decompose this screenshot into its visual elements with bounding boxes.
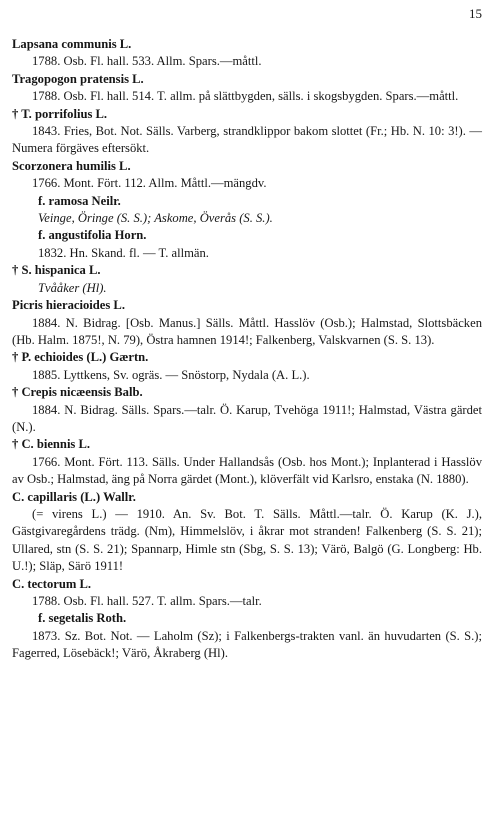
page-number: 15 [469,6,482,21]
form-text: Veinge, Öringe (S. S.); Askome, Överås (S. S.). [38,211,273,226]
form-heading: f. angustifolia Horn. [38,228,147,243]
species-text: 1884. N. Bidrag. Sälls. Spars.—talr. Ö. Karup, Tvehöga 1911!; Halmstad, Västra gärdet (N.). [12,402,482,434]
species-heading: Picris hieracioides L. [12,298,125,313]
species-text: 1788. Osb. Fl. hall. 533. Allm. Spars.—måttl. [32,54,262,69]
form-heading: f. ramosa Neilr. [38,193,121,208]
species-heading: † T. porrifolius L. [12,106,108,121]
species-heading: Tragopogon pratensis L. [12,71,144,86]
species-text: (= virens L.) — 1910. An. Sv. Bot. T. Sälls. Måttl.—talr. Ö. Karup (K. J.), Gästgivaregårdens trädg. (Nm), Himmelslöv, i åkrar mot stranden! Falkenberg (S. S. 21); Ullared, stn (S. S. 21); Spannarp, Himle stn (Sbg, S. S. 13); Värö, Balgö (G. Longberg: Hb. U.!); Släp, Särö 1911! [12,506,482,574]
species-text: 1766. Mont. Fört. 113. Sälls. Under Hallandsås (Osb. hos Mont.); Inplanterad i Hasslöv av Osb.; Halmstad, äng på Norra gärdet (Mont.), klöverfält vid Karlsro, enstaka (N. 1880). [12,454,482,487]
form-text: 1832. Hn. Skand. fl. — T. allmän. [38,245,209,260]
species-heading: † S. hispanica L. [12,263,101,278]
species-heading: Lapsana communis L. [12,37,132,51]
species-heading: Scorzonera humilis L. [12,158,131,173]
species-text: 1843. Fries, Bot. Not. Sälls. Varberg, strandklippor bakom slottet (Fr.; Hb. N. 10: 3!). — Numera förgäves eftersökt. [12,124,482,156]
form-text: Tvååker (Hl). [38,280,107,295]
species-heading: † Crepis nicæensis Balb. [12,385,143,400]
species-text: 1766. Mont. Fört. 112. Allm. Måttl.—mängdv. [32,176,267,191]
species-text: 1885. Lyttkens, Sv. ogräs. — Snöstorp, Nydala (A. L.). [32,367,310,382]
species-text: 1873. Sz. Bot. Not. — Laholm (Sz); i Falkenbergs-trakten vanl. än huvudarten (S. S.); Fagerred, Lösebäck!; Värö, Åkraberg (Hl). [12,628,482,661]
flora-text [12,36,482,663]
species-heading: † P. echioides (L.) Gærtn. [12,350,149,365]
species-text: 1788. Osb. Fl. hall. 514. T. allm. på slättbygden, sälls. i skogsbygden. Spars.—måttl. [32,89,459,104]
species-text: 1788. Osb. Fl. hall. 527. T. allm. Spars.—talr. [32,594,262,608]
form-heading: f. segetalis Roth. [38,611,127,626]
species-heading: † C. biennis L. [12,437,91,452]
species-text: 1884. N. Bidrag. [Osb. Manus.] Sälls. Måttl. Hasslöv (Osb.); Halmstad, Slottsbäcken (Hb. Halm. 1875!, N. 79), Östra hamnen 1914!; Falkenberg, Valskvarnen (S. S. 13). [12,315,482,347]
species-heading: C. capillaris (L.) Wallr. [12,489,136,504]
species-heading: C. tectorum L. [12,576,92,591]
